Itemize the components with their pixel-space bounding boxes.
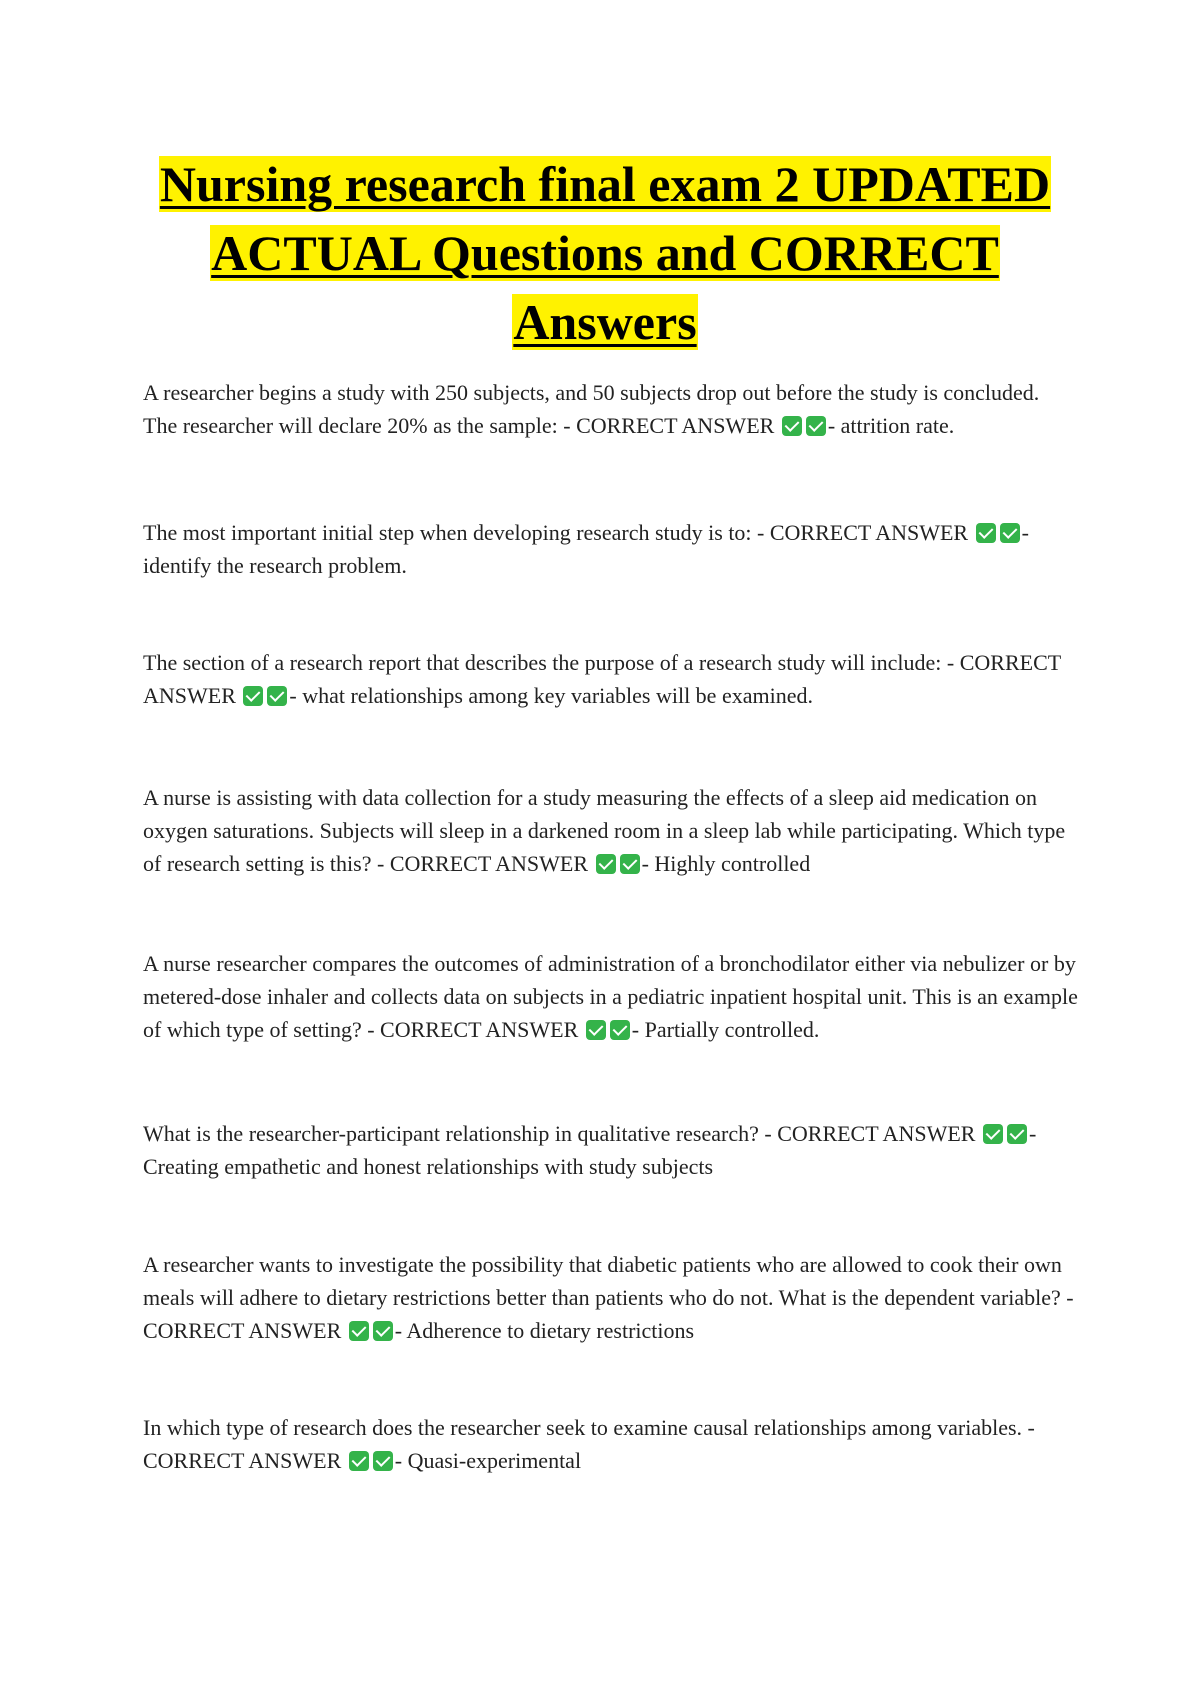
answer-text: - attrition rate.	[827, 413, 955, 438]
answer-text: - Partially controlled.	[631, 1017, 820, 1042]
answer-text: - Quasi-experimental	[394, 1448, 582, 1473]
check-mark-icon	[373, 1451, 393, 1471]
check-mark-icon	[976, 523, 996, 543]
title-line-3: Answers	[513, 294, 697, 350]
check-mark-icon	[620, 854, 640, 874]
check-mark-icon	[596, 854, 616, 874]
check-mark-icon	[349, 1321, 369, 1341]
check-mark-icon	[267, 686, 287, 706]
qa-item-8	[143, 1411, 1078, 1477]
question-text: A researcher wants to investigate the possibility that diabetic patients who are allowed to cook their own meals will adhere to dietary restrictions better than patients who do not. What is the dependent variable? - CORRECT ANSWER	[143, 1252, 1074, 1343]
question-text: A researcher begins a study with 250 subjects, and 50 subjects drop out before the study is concluded. The researcher will declare 20% as the sample: - CORRECT ANSWER	[143, 380, 1040, 438]
check-mark-icon	[373, 1321, 393, 1341]
qa-item-4	[143, 781, 1078, 880]
qa-item-6	[143, 1117, 1078, 1183]
question-text: What is the researcher-participant relationship in qualitative research? - CORRECT ANSWER	[143, 1121, 976, 1146]
check-mark-icon	[1007, 1124, 1027, 1144]
question-text: The section of a research report that describes the purpose of a research study will include: - CORRECT ANSWER	[143, 650, 1061, 708]
question-text: In which type of research does the researcher seek to examine causal relationships among variables. - CORRECT ANSWER	[143, 1415, 1035, 1473]
check-mark-icon	[610, 1020, 630, 1040]
question-text: A nurse is assisting with data collection for a study measuring the effects of a sleep aid medication on oxygen saturations. Subjects will sleep in a darkened room in a sleep lab while participating. Which type of research setting is this? - CORRECT ANSWER	[143, 785, 1066, 876]
check-mark-icon	[349, 1451, 369, 1471]
check-mark-icon	[983, 1124, 1003, 1144]
title-line-2: ACTUAL Questions and CORRECT	[211, 225, 999, 281]
qa-item-5	[143, 947, 1078, 1046]
question-text: The most important initial step when developing research study is to: - CORRECT ANSWER	[143, 520, 969, 545]
qa-item-2	[143, 516, 1078, 582]
check-mark-icon	[243, 686, 263, 706]
check-mark-icon	[782, 416, 802, 436]
qa-item-7	[143, 1248, 1078, 1347]
qa-item-3	[143, 646, 1078, 712]
document-title	[140, 150, 1070, 357]
answer-text: - Highly controlled	[641, 851, 811, 876]
title-line-1: Nursing research final exam 2 UPDATED	[159, 156, 1051, 212]
answer-text: - Creating empathetic and honest relationships with study subjects	[143, 1121, 1037, 1179]
answer-text: - what relationships among key variables will be examined.	[289, 683, 813, 708]
qa-item-1	[143, 376, 1078, 442]
check-mark-icon	[586, 1020, 606, 1040]
check-mark-icon	[1000, 523, 1020, 543]
check-mark-icon	[806, 416, 826, 436]
answer-text: - Adherence to dietary restrictions	[394, 1318, 695, 1343]
answer-text: - identify the research problem.	[143, 520, 1029, 578]
question-text: A nurse researcher compares the outcomes of administration of a bronchodilator either via nebulizer or by metered-dose inhaler and collects data on subjects in a pediatric inpatient hospital unit. This is an example of which type of setting? - CORRECT ANSWER	[143, 951, 1078, 1042]
